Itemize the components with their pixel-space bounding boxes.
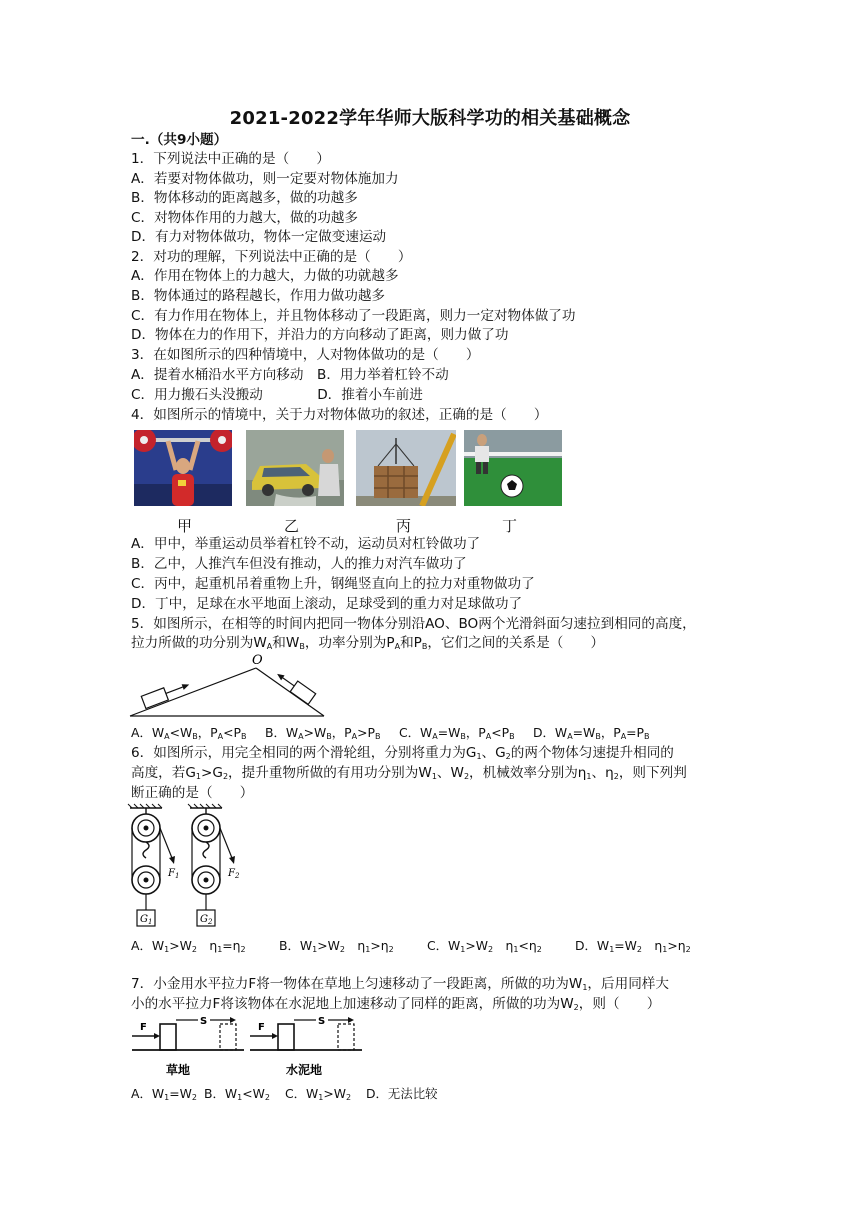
section-heading: 一.（共9小题） — [131, 132, 228, 148]
svg-text:F1: $F_1$ — [168, 868, 180, 880]
caption-ding: 丁 — [502, 517, 518, 535]
q2-stem: 2．对功的理解，下列说法中正确的是（ ） — [131, 249, 412, 265]
q5-line2: 拉力所做的功分别为$W_A$和$W_B$，功率分别为$P_A$和$P_B$，它们之间的关系是（ ） — [131, 635, 605, 651]
caption-bing: 丙 — [396, 517, 412, 535]
q6-option-c: C．$W_1>W_2$ $\eta_1<\eta_2$ — [427, 938, 542, 954]
q7-line2: 小的水平拉力F将该物体在水泥地上加速移动了同样的距离，所做的功为$W_2$，则（ ） — [131, 996, 661, 1012]
q7-option-c: C．$W_1>W_2$ — [285, 1086, 352, 1102]
q1-option-a: A．若要对物体做功，则一定要对物体施加力 — [131, 171, 399, 187]
caption-jia: 甲 — [177, 517, 193, 535]
photo-pushing-car — [246, 430, 344, 506]
q1-option-b: B．物体移动的距离越多，做的功越多 — [131, 190, 358, 206]
cement-label: 水泥地 — [286, 1063, 323, 1077]
svg-text:G2: $G_2$ — [200, 914, 213, 926]
q6-line3: 断正确的是（ ） — [131, 785, 254, 801]
ground-comparison-diagram — [130, 1014, 370, 1080]
pulley-system-2 — [188, 804, 240, 926]
svg-text:S: S — [318, 1016, 326, 1027]
q4-option-b: B．乙中，人推汽车但没有推动，人的推力对汽车做功了 — [131, 556, 467, 572]
q4-option-d: D．丁中，足球在水平地面上滚动，足球受到的重力对足球做功了 — [131, 596, 523, 612]
q1-stem: 1．下列说法中正确的是（ ） — [131, 151, 330, 167]
caption-yi: 乙 — [284, 517, 300, 535]
q5-line1: 5．如图所示，在相等的时间内把同一物体分别沿AO、BO两个光滑斜面匀速拉到相同的高度， — [131, 616, 696, 632]
q6-line2: 高度，若$G_1>G_2$，提升重物所做的有用功分别为$W_1$、$W_2$，机械效率分别为$\eta_1$、$\eta_2$，则下列判 — [131, 765, 687, 781]
apex-label-o: O — [252, 653, 263, 668]
photo-weightlifter — [134, 430, 232, 506]
inclined-planes-diagram — [128, 654, 328, 722]
q5-option-d: D．$W_A=W_B$，$P_A=P_B$ — [533, 725, 650, 741]
q6-line1: 6．如图所示，用完全相同的两个滑轮组，分别将重力为$G_1$、$G_2$的两个物体匀速提升相同的 — [131, 745, 674, 761]
q2-option-b: B．物体通过的路程越长，作用力做功越多 — [131, 288, 386, 304]
cement-figure — [250, 1016, 362, 1077]
q3-options-row2: C．用力搬石头没搬动 D．推着小车前进 — [131, 387, 423, 403]
svg-text:F: F — [258, 1022, 265, 1033]
grass-label: 草地 — [166, 1063, 191, 1077]
q3-options-row1: A．提着水桶沿水平方向移动 B．用力举着杠铃不动 — [131, 367, 449, 383]
svg-text:F2: $F_2$ — [228, 868, 240, 880]
q5-option-a: A．$W_A<W_B$，$P_A<P_B$ — [131, 725, 247, 741]
svg-text:G1: $G_1$ — [140, 914, 153, 926]
q3-stem: 3．在如图所示的四种情境中，人对物体做功的是（ ） — [131, 347, 480, 363]
pulley-system-1 — [128, 804, 179, 926]
q5-option-c: C．$W_A=W_B$，$P_A<P_B$ — [399, 725, 515, 741]
q6-option-a: A．$W_1>W_2$ $\eta_1=\eta_2$ — [131, 938, 246, 954]
q1-option-c: C．对物体作用的力越大，做的功越多 — [131, 210, 358, 226]
q4-stem: 4．如图所示的情境中，关于力对物体做功的叙述，正确的是（ ） — [131, 407, 548, 423]
q5-option-b: B．$W_A>W_B$，$P_A>P_B$ — [265, 725, 381, 741]
q7-line1: 7．小金用水平拉力F将一物体在草地上匀速移动了一段距离，所做的功为$W_1$，后用同样大 — [131, 976, 669, 992]
page-title: 2021-2022学年华师大版科学功的相关基础概念 — [229, 108, 631, 129]
q2-option-d: D．物体在力的作用下，并沿力的方向移动了距离，则力做了功 — [131, 327, 509, 343]
photo-football — [464, 430, 562, 506]
grass-figure — [132, 1016, 244, 1077]
q4-option-a: A．甲中，举重运动员举着杠铃不动，运动员对杠铃做功了 — [131, 536, 481, 552]
q2-option-c: C．有力作用在物体上，并且物体移动了一段距离，则力一定对物体做了功 — [131, 308, 576, 324]
pulley-systems-diagram — [128, 804, 248, 932]
q4-option-c: C．丙中，起重机吊着重物上升，钢绳竖直向上的拉力对重物做功了 — [131, 576, 535, 592]
q1-option-d: D．有力对物体做功，物体一定做变速运动 — [131, 229, 387, 245]
q6-option-d: D．$W_1=W_2$ $\eta_1>\eta_2$ — [575, 938, 691, 954]
photo-crane — [356, 430, 456, 506]
svg-text:S: S — [200, 1016, 208, 1027]
q2-option-a: A．作用在物体上的力越大，力做的功就越多 — [131, 268, 399, 284]
q5-options — [131, 723, 650, 741]
q7-option-d: D．无法比较 — [366, 1086, 438, 1101]
q6-options — [131, 936, 691, 954]
q6-option-b: B．$W_1>W_2$ $\eta_1>\eta_2$ — [279, 938, 394, 954]
q7-options — [131, 1084, 438, 1102]
q7-option-a: A．$W_1=W_2$ — [131, 1086, 197, 1102]
q7-option-b: B．$W_1<W_2$ — [204, 1086, 270, 1102]
svg-text:F: F — [140, 1022, 147, 1033]
